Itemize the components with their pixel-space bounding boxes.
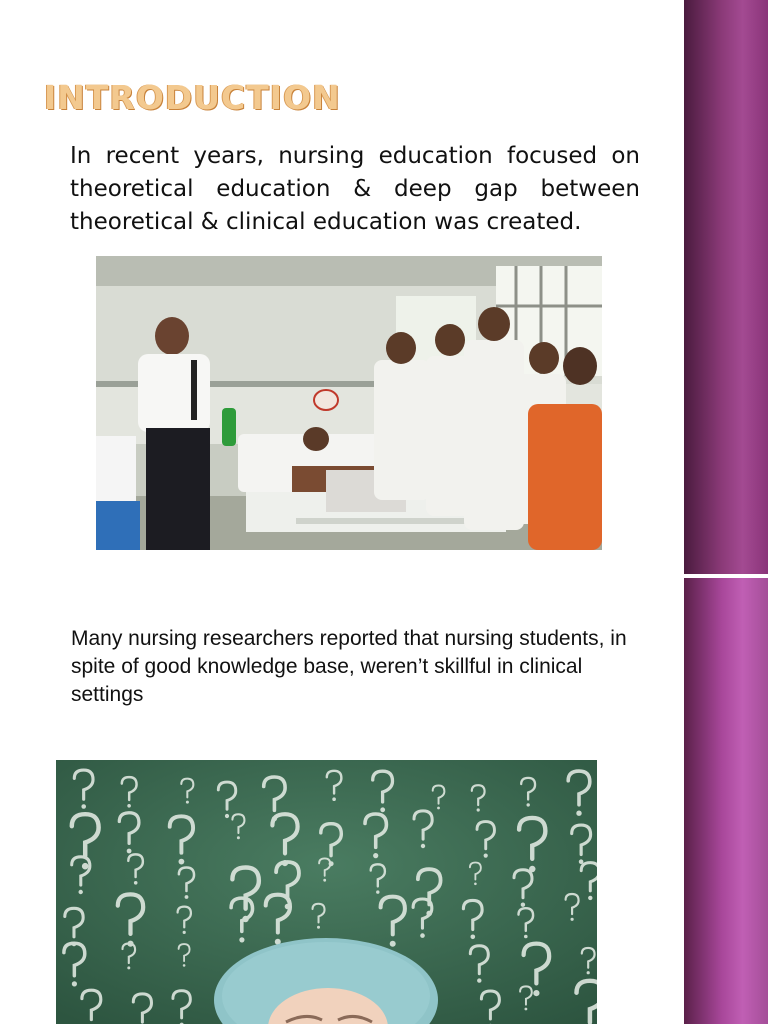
question-mark-dot — [134, 881, 138, 885]
question-mark-dot — [376, 890, 379, 893]
question-mark-dot — [477, 808, 480, 811]
question-mark-dot — [72, 981, 77, 986]
question-mark-dot — [81, 804, 86, 809]
question-mark-dot — [127, 966, 130, 969]
question-mark-dot — [373, 853, 378, 858]
accent-band-bottom — [684, 576, 768, 1024]
question-mark-dot — [332, 797, 336, 801]
question-mark-dot — [576, 811, 581, 816]
accent-band-top — [684, 0, 768, 576]
question-mark-dot — [587, 971, 590, 974]
question-mark-dot — [380, 807, 385, 812]
question-marks-photo — [56, 760, 597, 1024]
question-mark-dot — [317, 926, 320, 929]
question-mark-dot — [588, 896, 592, 900]
question-mark-dot — [471, 935, 476, 940]
question-mark-dot — [390, 941, 396, 947]
question-mark-dot — [437, 807, 440, 810]
question-mark-dot — [477, 978, 481, 982]
question-mark-dot — [127, 849, 132, 854]
slide-title: INTRODUCTION — [44, 78, 341, 117]
question-mark-dot — [237, 836, 240, 839]
question-mark-dot — [185, 895, 189, 899]
question-mark-dot — [79, 890, 83, 894]
question-mark-dot — [571, 918, 574, 921]
question-mark-dot — [421, 844, 425, 848]
hospital-ward-photo — [96, 256, 602, 550]
question-mark-dot — [82, 863, 89, 870]
question-mark-dot — [527, 803, 530, 806]
question-mark-dot — [521, 903, 525, 907]
intro-paragraph: In recent years, nursing education focused on theoretical education & deep gap between theoretical & clinical education was created. — [70, 143, 640, 235]
question-mark-dot — [420, 933, 425, 938]
question-mark-dot — [239, 937, 244, 942]
question-mark-dot — [323, 879, 326, 882]
question-mark-dot — [533, 990, 539, 996]
question-mark-dot — [525, 1008, 528, 1011]
question-mark-dot — [183, 964, 186, 967]
question-mark-dot — [186, 801, 189, 804]
question-mark-dot — [225, 814, 229, 818]
question-mark-dot — [183, 931, 186, 934]
question-mark-dot — [484, 854, 488, 858]
researchers-paragraph: Many nursing researchers reported that nursing students, in spite of good knowledge base, weren’t skillful in clinical settings — [71, 627, 627, 706]
accent-band-divider — [684, 574, 768, 578]
question-mark-dot — [127, 804, 131, 808]
question-mark-dot — [524, 935, 528, 939]
question-mark-dot — [474, 883, 477, 886]
question-mark-dot — [179, 859, 185, 865]
